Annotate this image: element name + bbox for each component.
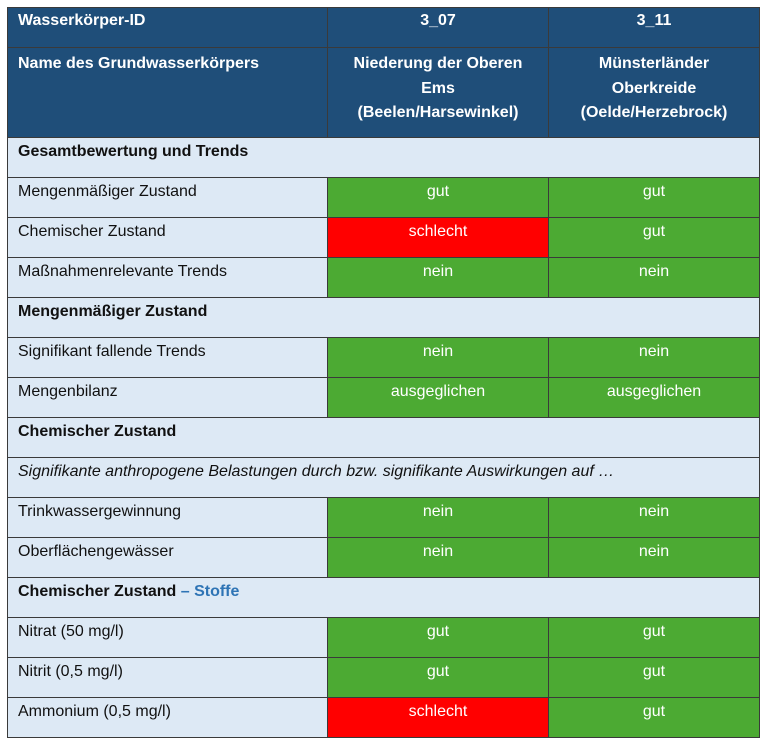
table-row — [8, 258, 760, 298]
status-cell-b: ausgeglichen — [549, 378, 760, 418]
header-name-a — [328, 48, 549, 138]
header-name-b — [549, 48, 760, 138]
header-row-id — [8, 8, 760, 48]
row-label-fallend: Signifikant fallende Trends — [8, 338, 328, 378]
status-cell-b: gut — [549, 698, 760, 738]
row-label-chem: Chemischer Zustand — [8, 218, 328, 258]
status-cell-b: nein — [549, 498, 760, 538]
table-row — [8, 618, 760, 658]
status-cell-a: gut — [328, 618, 549, 658]
row-label-trends: Maßnahmenrelevante Trends — [8, 258, 328, 298]
section-row-chemical — [8, 418, 760, 458]
section-row-quantity — [8, 298, 760, 338]
status-cell-a: nein — [328, 258, 549, 298]
status-cell-a: schlecht — [328, 698, 549, 738]
row-label-bilanz: Mengenbilanz — [8, 378, 328, 418]
header-row-name — [8, 48, 760, 138]
row-label-ammonium: Ammonium (0,5 mg/l) — [8, 698, 328, 738]
section-row-overall — [8, 138, 760, 178]
status-cell-a: ausgeglichen — [328, 378, 549, 418]
header-id-a: 3_07 — [328, 8, 549, 48]
header-name-b-line1: Münsterländer — [598, 55, 710, 72]
status-cell-b: gut — [549, 658, 760, 698]
header-name-a-line2: Ems — [421, 79, 455, 97]
status-cell-b: nein — [549, 258, 760, 298]
row-label-mengen: Mengenmäßiger Zustand — [8, 178, 328, 218]
table-row — [8, 498, 760, 538]
header-name-b-line3: (Oelde/Herzebrock) — [580, 104, 728, 121]
header-id-label: Wasserkörper-ID — [8, 8, 328, 48]
table-row — [8, 218, 760, 258]
header-id-b: 3_11 — [549, 8, 760, 48]
row-label-oberflaeche: Oberflächengewässer — [8, 538, 328, 578]
header-name-a-line3: (Beelen/Harsewinkel) — [357, 104, 519, 121]
header-name-b-line2: Oberkreide — [611, 79, 697, 97]
section-overall: Gesamtbewertung und Trends — [8, 138, 760, 178]
note-row — [8, 458, 760, 498]
row-label-nitrat: Nitrat (50 mg/l) — [8, 618, 328, 658]
section-substances-suffix: – Stoffe — [180, 583, 240, 600]
section-row-substances — [8, 578, 760, 618]
status-cell-b: nein — [549, 338, 760, 378]
table-row — [8, 538, 760, 578]
status-cell-a: gut — [328, 178, 549, 218]
table-row — [8, 698, 760, 738]
chemical-note: Signifikante anthropogene Belastungen durch bzw. signifikante Auswirkungen auf … — [8, 458, 760, 498]
table-row — [8, 378, 760, 418]
status-cell-b: gut — [549, 218, 760, 258]
section-substances-prefix: Chemischer Zustand — [18, 583, 177, 600]
table-row — [8, 178, 760, 218]
table-row — [8, 658, 760, 698]
groundwater-status-table — [7, 7, 760, 738]
status-cell-b: gut — [549, 178, 760, 218]
status-cell-a: gut — [328, 658, 549, 698]
status-cell-a: nein — [328, 538, 549, 578]
header-name-a-line1: Niederung der Oberen — [353, 55, 523, 72]
status-cell-a: nein — [328, 498, 549, 538]
row-label-nitrit: Nitrit (0,5 mg/l) — [8, 658, 328, 698]
header-name-label: Name des Grundwasserkörpers — [8, 48, 328, 138]
status-cell-a: schlecht — [328, 218, 549, 258]
section-substances — [8, 578, 760, 618]
row-label-trinkwasser: Trinkwassergewinnung — [8, 498, 328, 538]
section-chemical: Chemischer Zustand — [8, 418, 760, 458]
table-row — [8, 338, 760, 378]
status-cell-a: nein — [328, 338, 549, 378]
section-quantity: Mengenmäßiger Zustand — [8, 298, 760, 338]
status-cell-b: nein — [549, 538, 760, 578]
status-cell-b: gut — [549, 618, 760, 658]
